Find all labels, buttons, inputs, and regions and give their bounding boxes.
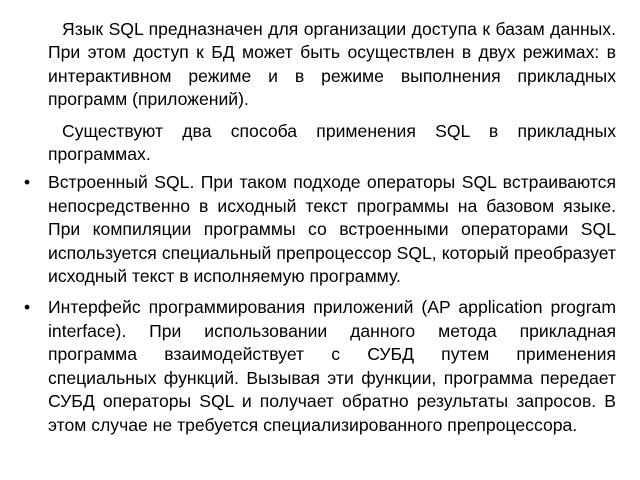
bullet-icon: • bbox=[24, 297, 31, 318]
methods-list bbox=[24, 171, 616, 436]
methods-paragraph: Существуют два способа применения SQL в прикладных программах. bbox=[48, 120, 616, 165]
list-item-embedded-sql bbox=[24, 171, 616, 288]
list-item-text: Встроенный SQL. При таком подходе операторы SQL встраиваются непосредственно в исходный текст программы на базовом языке. При компиляции программы со встроенными операторами SQL используется специальный препроцессор SQL, который преобразует исходный текст в исполняемую программу. bbox=[48, 172, 616, 287]
slide-body bbox=[24, 18, 616, 468]
bullet-icon: • bbox=[24, 172, 31, 193]
list-item-text: Интерфейс программирования приложений (AP application program interface). При использовании данного метода прикладная программа взаимодействует с СУБД путем применения специальных функций. Вызывая эти функции, программа передает СУБД операторы SQL и получает обратно результаты запросов. В этом случае не требуется специализированного препроцессора. bbox=[48, 297, 616, 435]
intro-paragraph: Язык SQL предназначен для организации доступа к базам данных. При этом доступ к БД может быть осуществлен в двух режимах: в интерактивном режиме и в режиме выполнения прикладных программ (приложений). bbox=[48, 19, 616, 110]
list-item-api bbox=[24, 296, 616, 436]
